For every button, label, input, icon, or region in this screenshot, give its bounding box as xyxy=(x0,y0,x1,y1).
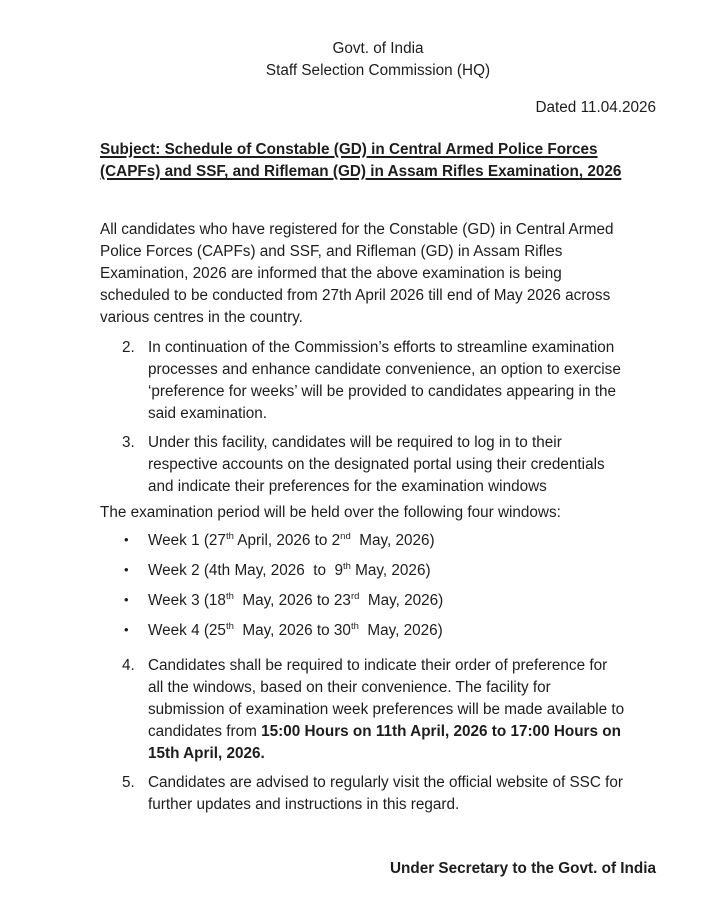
text-line: and indicate their preferences for the examination windows xyxy=(148,478,547,495)
text-line: further updates and instructions in this regard. xyxy=(148,796,460,813)
bullet-icon: • xyxy=(124,562,129,577)
text-line: In continuation of the Commission’s efforts to streamline examination xyxy=(148,339,615,356)
text-line: processes and enhance candidate convenience, an option to exercise xyxy=(148,361,621,378)
org-name-line: Govt. of India xyxy=(332,40,424,57)
text-line: ‘preference for weeks’ will be provided to candidates appearing in the xyxy=(148,383,616,400)
text-line: scheduled to be conducted from 27th April 2026 till end of May 2026 across xyxy=(100,287,611,304)
item-number: 2. xyxy=(122,339,135,356)
text-line: said examination. xyxy=(148,405,268,422)
item-body xyxy=(148,772,656,816)
text-line: All candidates who have registered for the Constable (GD) in Central Armed xyxy=(100,221,614,238)
org-dept-line: Staff Selection Commission (HQ) xyxy=(265,62,491,79)
signature-line: Under Secretary to the Govt. of India xyxy=(389,860,656,877)
bullet-icon: • xyxy=(124,622,129,637)
text-line: candidates from 15:00 Hours on 11th April, 2026 to 17:00 Hours on xyxy=(148,723,621,740)
text-line: Police Forces (CAPFs) and SSF, and Rifleman (GD) in Assam Rifles xyxy=(100,243,563,260)
bullet-icon: • xyxy=(124,592,129,607)
text-line: Candidates are advised to regularly visit the official website of SSC for xyxy=(148,774,624,791)
item-body xyxy=(148,432,656,498)
week-list-item: • Week 3 (18th May, 2026 to 23rd May, 2026) xyxy=(124,590,444,609)
numbered-item-3 xyxy=(100,432,656,498)
bullet-icon: • xyxy=(124,532,129,547)
week-list-item: • Week 4 (25th May, 2026 to 30th May, 2026) xyxy=(124,620,443,639)
text-line: respective accounts on the designated portal using their credentials xyxy=(148,456,605,473)
week-list-item: • Week 2 (4th May, 2026 to 9th May, 2026) xyxy=(124,560,431,579)
subject-line-1: Subject: Schedule of Constable (GD) in Central Armed Police Forces xyxy=(100,141,598,158)
item-number: 5. xyxy=(122,774,135,791)
item-body xyxy=(148,337,656,425)
text-line: all the windows, based on their convenience. The facility for xyxy=(148,679,551,696)
subject-heading xyxy=(100,139,656,183)
date-line: Dated 11.04.2026 xyxy=(535,99,656,116)
text-line: 15th April, 2026. xyxy=(148,745,265,762)
numbered-item-5 xyxy=(100,772,656,816)
text-line: various centres in the country. xyxy=(100,309,303,326)
subject-line-2: (CAPFs) and SSF, and Rifleman (GD) in Assam Rifles Examination, 2026 xyxy=(100,163,622,180)
item-body xyxy=(148,655,656,765)
numbered-item-4 xyxy=(100,655,656,765)
windows-intro-line: The examination period will be held over the following four windows: xyxy=(100,504,561,521)
numbered-item-2 xyxy=(100,337,656,425)
text-line: Candidates shall be required to indicate their order of preference for xyxy=(148,657,608,674)
item-number: 3. xyxy=(122,434,135,451)
text-line: Under this facility, candidates will be required to log in to their xyxy=(148,434,562,451)
text-line: submission of examination week preferences will be made available to xyxy=(148,701,625,718)
text-line: Examination, 2026 are informed that the above examination is being xyxy=(100,265,562,282)
week-list-item: • Week 1 (27th April, 2026 to 2nd May, 2026) xyxy=(124,530,435,549)
item-number: 4. xyxy=(122,657,135,674)
week-list xyxy=(100,530,656,642)
intro-paragraph xyxy=(100,219,656,329)
